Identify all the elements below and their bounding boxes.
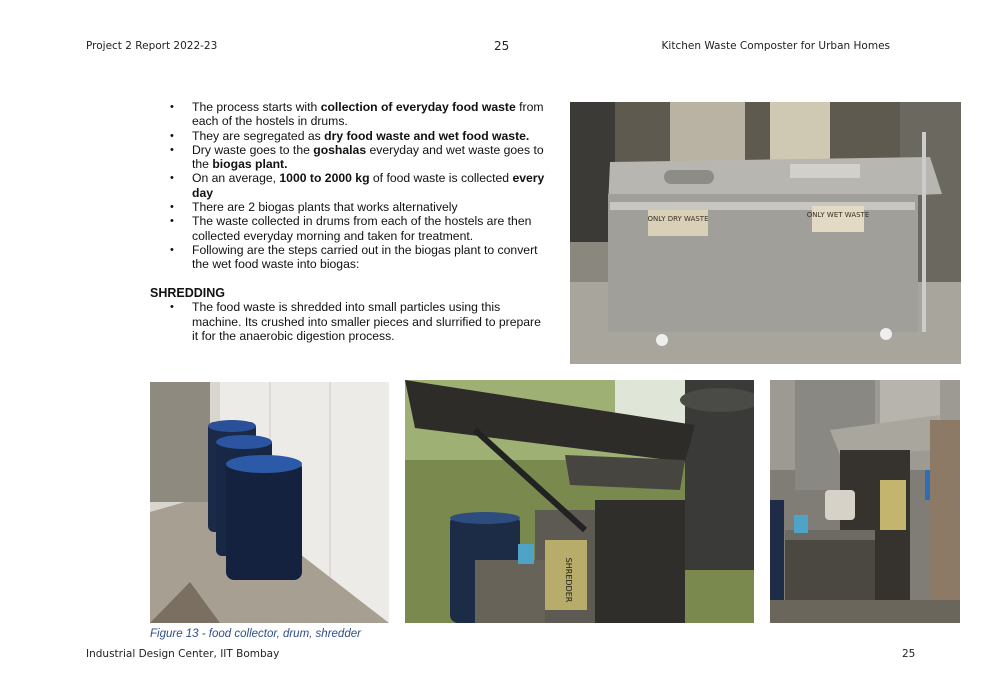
bullet-item: • On an average, 1000 to 2000 kg of food waste is collected every day bbox=[150, 171, 550, 200]
food-collector-photo bbox=[570, 102, 961, 364]
footer-left: Industrial Design Center, IIT Bombay bbox=[86, 648, 280, 660]
bullet-item: • Following are the steps carried out in the biogas plant to convert the wet food waste into biogas: bbox=[150, 243, 550, 272]
footer-page-number: 25 bbox=[902, 648, 916, 660]
shredder-label: SHREDDER bbox=[564, 557, 573, 603]
bullet-item: • There are 2 biogas plants that works alternatively bbox=[150, 200, 550, 214]
svg-text:ONLY DRY WASTE: ONLY DRY WASTE bbox=[647, 215, 709, 223]
process-bullet-list bbox=[150, 100, 550, 272]
bullet-item: • The waste collected in drums from each of the hostels are then collected everyday morning and taken for treatment. bbox=[150, 214, 550, 243]
shredding-section bbox=[150, 286, 550, 343]
drums-photo bbox=[150, 382, 389, 623]
header-page-number: 25 bbox=[494, 39, 510, 53]
bullet-item: • The food waste is shredded into small particles using this machine. Its crushed into smaller pieces and slurrified to prepare it for the anaerobic digestion process. bbox=[150, 300, 550, 343]
bullet-item: • They are segregated as dry food waste and wet food waste. bbox=[150, 129, 550, 143]
shredder-indoor-photo bbox=[770, 380, 960, 623]
header-right: Kitchen Waste Composter for Urban Homes bbox=[661, 40, 890, 52]
bullet-item: • The process starts with collection of everyday food waste from each of the hostels in drums. bbox=[150, 100, 550, 129]
svg-text:ONLY WET WASTE: ONLY WET WASTE bbox=[806, 211, 870, 219]
dry-waste-label bbox=[648, 210, 709, 236]
wet-waste-label bbox=[807, 206, 870, 232]
shredder-outdoor-photo bbox=[405, 380, 754, 623]
figure-caption: Figure 13 - food collector, drum, shredder bbox=[150, 628, 361, 640]
bullet-item: • Dry waste goes to the goshalas everyday and wet waste goes to the biogas plant. bbox=[150, 143, 550, 172]
section-heading: SHREDDING bbox=[150, 286, 226, 300]
header-left: Project 2 Report 2022-23 bbox=[86, 40, 218, 52]
